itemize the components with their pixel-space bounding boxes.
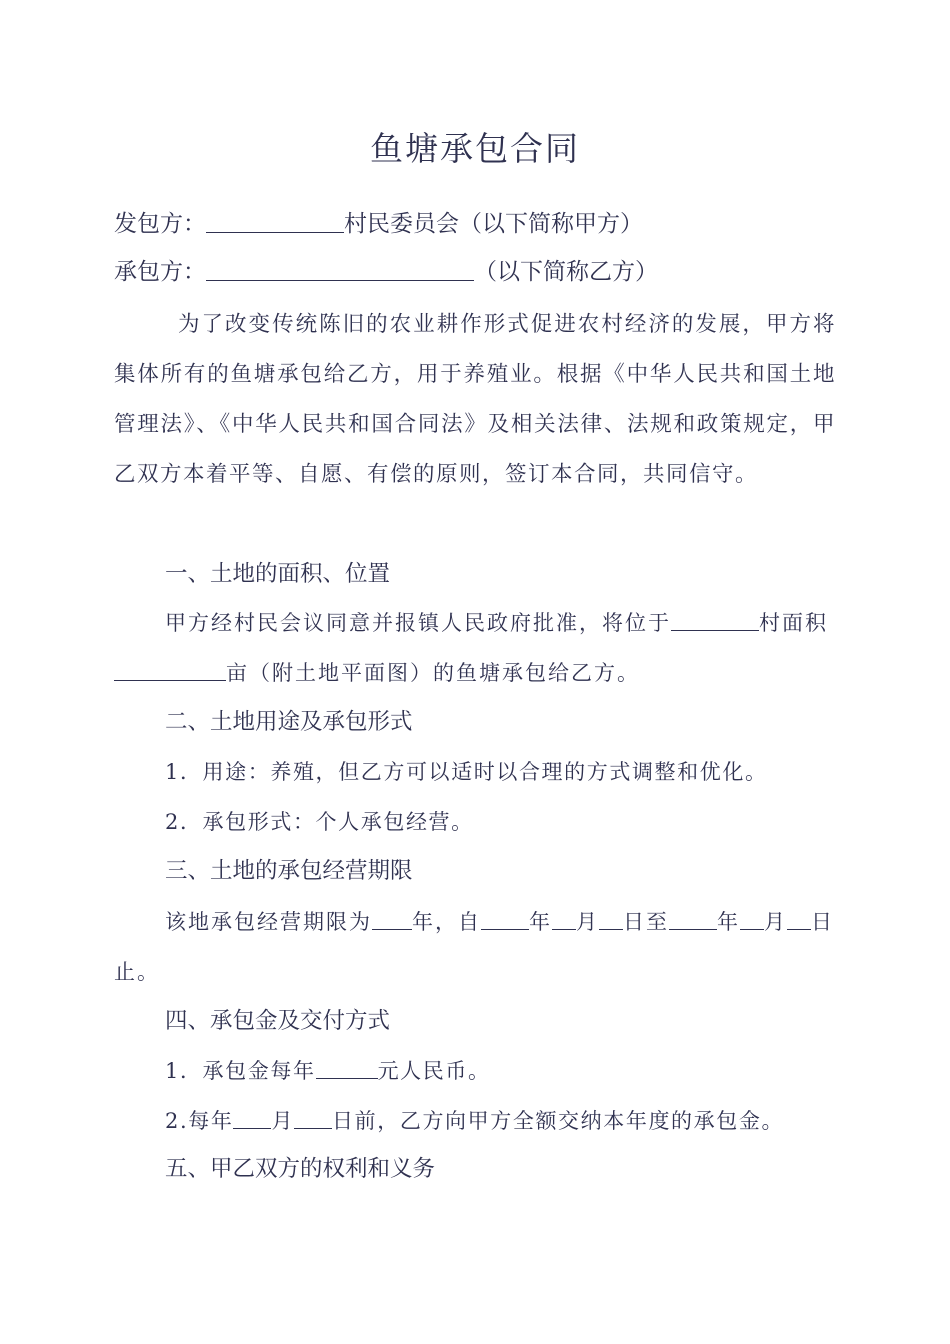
section-5-heading: 五、甲乙双方的权利和义务 bbox=[165, 1156, 436, 1182]
end-year-blank[interactable] bbox=[669, 907, 717, 930]
section-3-text-4: 月 bbox=[576, 910, 599, 934]
section-4-item-1-b: 元人民币。 bbox=[377, 1059, 491, 1083]
section-4-item-1 bbox=[165, 1053, 491, 1089]
start-month-blank[interactable] bbox=[552, 907, 576, 930]
section-4-item-2-c: 日前，乙方向甲方全额交纳本年度的承包金。 bbox=[332, 1109, 785, 1133]
party-a-suffix: 村民委员会（以下简称甲方） bbox=[344, 211, 643, 237]
party-b-blank[interactable] bbox=[206, 254, 474, 281]
section-4-heading: 四、承包金及交付方式 bbox=[165, 1008, 391, 1034]
term-years-blank[interactable] bbox=[372, 907, 412, 930]
village-blank[interactable] bbox=[671, 608, 759, 631]
section-4-item-2-b: 月 bbox=[271, 1109, 295, 1133]
fee-amount-blank[interactable] bbox=[316, 1056, 378, 1079]
section-1-text-2: 村面积 bbox=[759, 611, 828, 635]
section-2-item-2: 2．承包形式：个人承包经营。 bbox=[165, 810, 474, 834]
document-title: 鱼塘承包合同 bbox=[370, 129, 580, 168]
start-day-blank[interactable] bbox=[599, 907, 623, 930]
section-3-text-6: 年 bbox=[717, 910, 740, 934]
section-3-text-7: 月 bbox=[764, 910, 787, 934]
section-4-item-2 bbox=[165, 1103, 784, 1139]
section-3-text-1: 该地承包经营期限为 bbox=[165, 910, 372, 934]
party-b-label: 承包方： bbox=[114, 259, 206, 285]
section-1-paragraph bbox=[114, 598, 836, 698]
section-1-text-1: 甲方经村民会议同意并报镇人民政府批准，将位于 bbox=[165, 611, 671, 635]
section-3-text-8: 日止。 bbox=[114, 910, 834, 984]
section-2-item-1: 1．用途：养殖，但乙方可以适时以合理的方式调整和优化。 bbox=[165, 760, 768, 784]
section-3-text-3: 年 bbox=[529, 910, 552, 934]
party-a-line bbox=[114, 206, 643, 242]
end-month-blank[interactable] bbox=[740, 907, 764, 930]
payment-month-blank[interactable] bbox=[233, 1106, 271, 1129]
section-3-heading: 三、土地的承包经营期限 bbox=[165, 858, 413, 884]
party-b-line bbox=[114, 254, 658, 290]
intro-paragraph: 为了改变传统陈旧的农业耕作形式促进农村经济的发展，甲方将集体所有的鱼塘承包给乙方，用于养殖业。根据《中华人民共和国土地管理法》、《中华人民共和国合同法》及相关法律、法规和政策规定，甲乙双方本着平等、自愿、有偿的原则，签订本合同，共同信守。 bbox=[114, 312, 836, 487]
party-b-suffix: （以下简称乙方） bbox=[474, 259, 658, 285]
section-1-text-3: 亩（附土地平面图）的鱼塘承包给乙方。 bbox=[226, 661, 640, 685]
section-1-heading: 一、土地的面积、位置 bbox=[165, 561, 391, 587]
section-4-item-2-a: 2.每年 bbox=[165, 1109, 234, 1133]
section-3-text-5: 日至 bbox=[623, 910, 669, 934]
section-3-paragraph bbox=[114, 897, 836, 997]
section-4-item-1-a: 1．承包金每年 bbox=[165, 1059, 316, 1083]
section-2-heading: 二、土地用途及承包形式 bbox=[165, 709, 413, 735]
payment-day-blank[interactable] bbox=[294, 1106, 332, 1129]
end-day-blank[interactable] bbox=[787, 907, 811, 930]
party-a-blank[interactable] bbox=[206, 206, 344, 233]
start-year-blank[interactable] bbox=[481, 907, 529, 930]
party-a-label: 发包方： bbox=[114, 211, 206, 237]
area-blank[interactable] bbox=[114, 658, 226, 681]
section-3-text-2: 年，自 bbox=[412, 910, 481, 934]
